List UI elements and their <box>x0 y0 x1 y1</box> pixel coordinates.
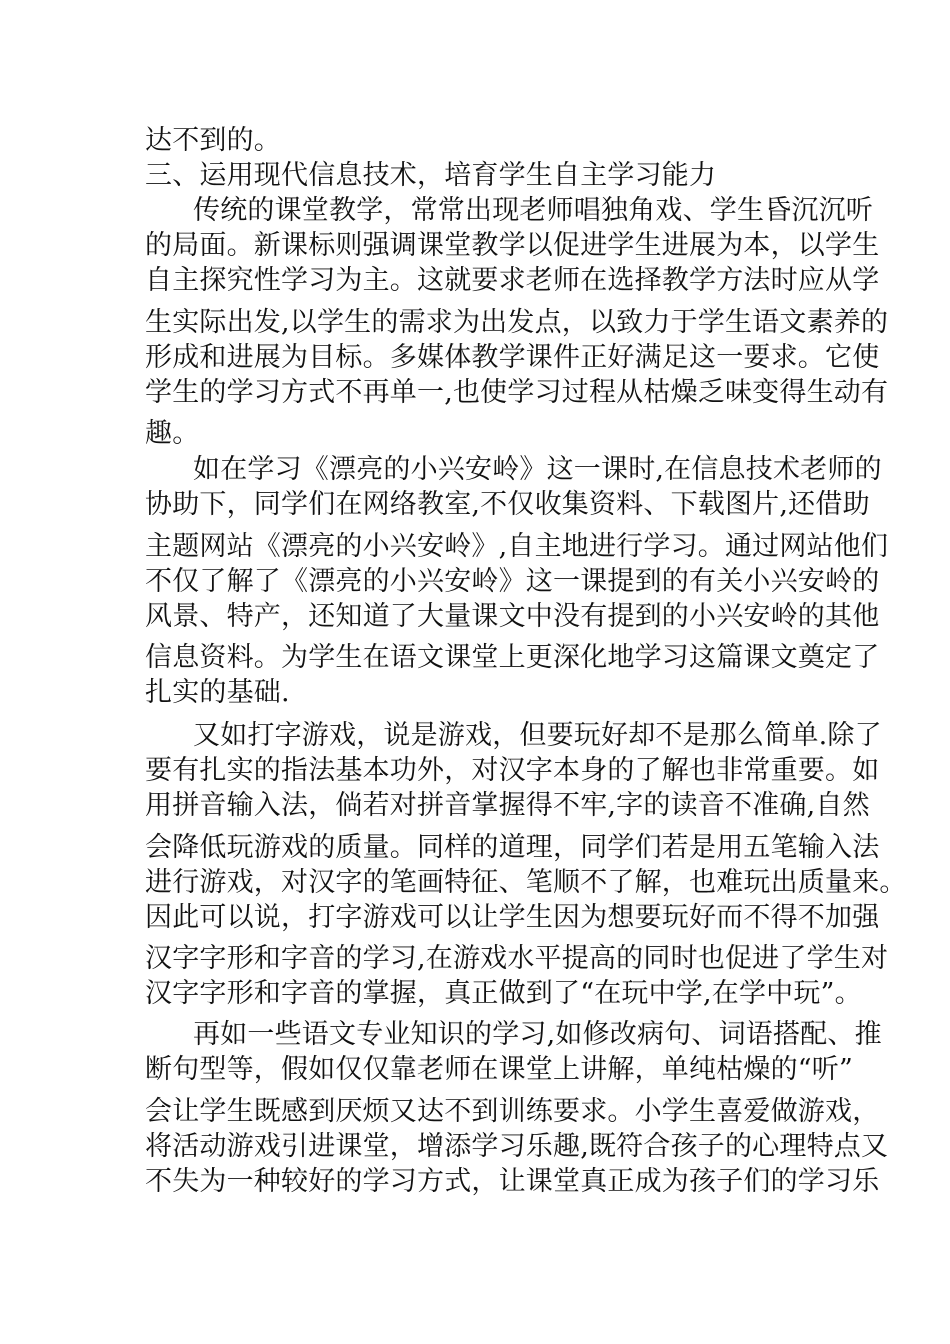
paragraph-line: 主题网站《漂亮的小兴安岭》,自主地进行学习。通过网站他们 <box>145 531 889 562</box>
paragraph-line: 再如一些语文专业知识的学习,如修改病句、词语搭配、推 <box>193 1019 882 1050</box>
paragraph-line: 汉字字形和字音的学习,在游戏水平提高的同时也促进了学生对 <box>145 943 889 974</box>
paragraph-line: 不失为一种较好的学习方式，让课堂真正成为孩子们的学习乐 <box>145 1166 880 1197</box>
paragraph-line: 用拼音输入法，倘若对拼音掌握得不牢,字的读音不准确,自然 <box>145 790 870 821</box>
paragraph-line: 信息资料。为学生在语文课堂上更深化地学习这篇课文奠定了 <box>145 642 880 673</box>
paragraph-line: 自主探究性学习为主。这就要求老师在选择教学方法时应从学 <box>145 265 880 296</box>
paragraph-line: 汉字字形和字音的掌握，真正做到了“在玩中学,在学中玩”。 <box>145 978 862 1009</box>
section-heading: 三、运用现代信息技术，培育学生自主学习能力 <box>145 160 717 191</box>
paragraph-line: 形成和进展为目标。多媒体教学课件正好满足这一要求。它使 <box>145 342 880 373</box>
paragraph-line: 如在学习《漂亮的小兴安岭》这一课时,在信息技术老师的 <box>193 454 882 485</box>
paragraph-line: 会降低玩游戏的质量。同样的道理，同学们若是用五笔输入法 <box>145 832 880 863</box>
paragraph-line: 生实际出发,以学生的需求为出发点，以致力于学生语文素养的 <box>145 307 889 338</box>
paragraph-line: 要有扎实的指法基本功外，对汉字本身的了解也非常重要。如 <box>145 755 880 786</box>
paragraph-line: 进行游戏，对汉字的笔画特征、笔顺不了解，也难玩出质量来。 <box>145 867 907 898</box>
paragraph-line: 又如打字游戏，说是游戏，但要玩好却不是那么简单.除了 <box>193 720 882 751</box>
paragraph-line: 的局面。新课标则强调课堂教学以促进学生进展为本，以学生 <box>145 230 880 261</box>
paragraph-line: 断句型等，假如仅仅靠老师在课堂上讲解，单纯枯燥的“听” <box>145 1054 854 1085</box>
text-line: 达不到的。 <box>145 125 281 156</box>
paragraph-line: 传统的课堂教学，常常出现老师唱独角戏、学生昏沉沉听 <box>193 195 873 226</box>
paragraph-line: 因此可以说，打字游戏可以让学生因为想要玩好而不得不加强 <box>145 902 880 933</box>
paragraph-line: 风景、特产，还知道了大量课文中没有提到的小兴安岭的其他 <box>145 601 880 632</box>
paragraph-line: 学生的学习方式不再单一,也使学习过程从枯燥乏味变得生动有 <box>145 377 889 408</box>
paragraph-line: 将活动游戏引进课堂，增添学习乐趣,既符合孩子的心理特点又 <box>145 1131 889 1162</box>
paragraph-line: 趣。 <box>145 418 200 449</box>
paragraph-line: 协助下，同学们在网络教室,不仅收集资料、下载图片,还借助 <box>145 489 870 520</box>
paragraph-line: 扎实的基础. <box>145 677 290 708</box>
paragraph-line: 会让学生既感到厌烦又达不到训练要求。小学生喜爱做游戏， <box>145 1096 880 1127</box>
paragraph-line: 不仅了解了《漂亮的小兴安岭》这一课提到的有关小兴安岭的 <box>145 566 880 597</box>
